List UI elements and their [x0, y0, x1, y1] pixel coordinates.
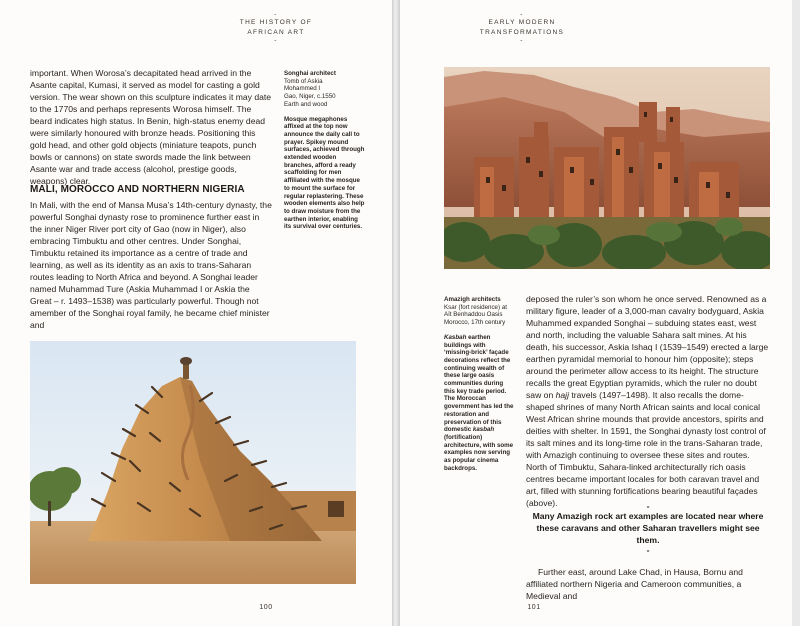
tomb-illustration	[30, 341, 356, 584]
running-head-line-1: EARLY MODERN	[488, 19, 556, 26]
running-head-line-2: AFRICAN ART	[247, 29, 305, 36]
left-page	[0, 0, 392, 626]
running-head-right: - EARLY MODERN TRANSFORMATIONS -	[442, 12, 602, 44]
page-number-right: 101	[527, 604, 541, 611]
caption-tomb	[284, 70, 366, 238]
caption-title-line: Aït Benhaddou Oasis	[444, 311, 503, 319]
caption-title-line: Morocco, 17th century	[444, 319, 506, 327]
main-paragraph: deposed the ruler’s son whom he once served. Renowned as a military figure, leader of a 3,000-man cavalry bodyguard, Askia Muhammed expanded Songhai – subduing states east, west and north, including the valuable Sahara salt mines. At his death, his successor, Askia Ishaq I (1539–1549) erected a large earthen pyramidal memorial to honour him (opposite); steps around the perimeter allow access to its height. The structure recalls the great Egyptian pyramids, which the ruler no doubt saw on hajj travels (1497–1498). It also recalls the dome-shaped shrines of many North African saints and local conical West African shrine mounds that provide ancestors, spirits and deities with shelter. In 1591, the Songhai dynasty lost control of its salt mines and its long-time role in the trans-Saharan trade, with Amazigh continuing to oversee these sites and routes. North of Timbuktu, Sahara-linked architecturally rich oasis centres became important locales for both caravan travel and art, filled with stunning fortifications bearing beautiful façades (above).	[526, 294, 769, 508]
right-page	[400, 0, 792, 626]
caption-body: Kasbah earthen buildings with ‘missing-brick’ façade decorations reflect the continuing wealth of these large oasis communities during this key trade period. The Moroccan government has led the restoration and preservation of this domestic kasbah (fortification) architecture, with some examples now serving as popular cinema backdrops.	[444, 333, 514, 472]
caption-title-line: Tomb of Askia	[284, 77, 323, 85]
closing-paragraph: Further east, around Lake Chad, in Hausa, Bornu and affiliated northern Nigeria and Cameroon communities, a Medieval and	[526, 567, 743, 601]
caption-title-line: Earth and wood	[284, 100, 328, 108]
tomb-of-askia-photo	[30, 341, 356, 584]
caption-title-line: Ksar (fort residence) at	[444, 303, 507, 311]
running-head-line-1: THE HISTORY OF	[239, 19, 313, 26]
caption-title-line: Songhai architect	[284, 70, 336, 77]
ait-benhaddou-photo	[444, 67, 770, 269]
book-gutter	[392, 0, 400, 626]
running-head-left: - THE HISTORY OF AFRICAN ART -	[196, 12, 356, 44]
pull-quote-text: Many Amazigh rock art examples are located near where these caravans and other Saharan travellers might see them.	[532, 511, 764, 545]
caption-ksar	[444, 296, 514, 479]
ksar-illustration	[444, 67, 770, 269]
intro-paragraph: important. When Worosa’s decapitated head arrived in the Asante capital, Kumasi, it served as model for casting a gold version. The wear shown on this sculpture indicates it may date to the 1770s and perhaps represents Worosa himself. The beard indicates high status. In Benin, high-status enemy dead were similarly honoured with bronze heads. Positioning this gold head, and other gold objects (miniature teapots, punch bowls or cannons) on state swords made the link between Asante war and trade access (alcohol, prestige goods, weapons) clear.	[30, 68, 272, 186]
page-number-left: 100	[259, 604, 273, 611]
caption-title-line: Amazigh architects	[444, 296, 501, 303]
caption-title-line: Mohammed I	[284, 85, 321, 93]
caption-title-line: Gao, Niger, c.1550	[284, 93, 336, 101]
section-heading: MALI, MOROCCO AND NORTHERN NIGERIA	[30, 184, 245, 195]
pull-quote: - Many Amazigh rock art examples are located near where these caravans and other Saharan travellers might see them. -	[526, 502, 770, 554]
running-head-line-2: TRANSFORMATIONS	[479, 29, 565, 36]
caption-body: Mosque megaphones affixed at the top now announce the daily call to prayer. Spikey mound surfaces, achieved through extended wooden branches, afford a ready scaffolding for men affiliated with the mosque to mount the surface for regular replastering. These wooden elements also help to draw moisture from the earthen interior, enabling its survival over centuries.	[284, 115, 365, 231]
section-paragraph: In Mali, with the end of Mansa Musa’s 14th-century dynasty, the powerful Songhai dynasty rose to prominence further east in the inner Niger River port city of Gao (now in Niger), also embracing Timbuktu and other centres. Under Songhai, Timbuktu retained its importance as a centre of trade and learning, as well as its identity as an axis to trans-Saharan routes leading to North Africa and beyond. A Songhai leader named Muhammad Ture (Askia Muhammad I or Askia the Great – r. 1493–1538) was particularly powerful. Though not amember of the Songhai royal family, he became chief minister and	[30, 200, 272, 330]
